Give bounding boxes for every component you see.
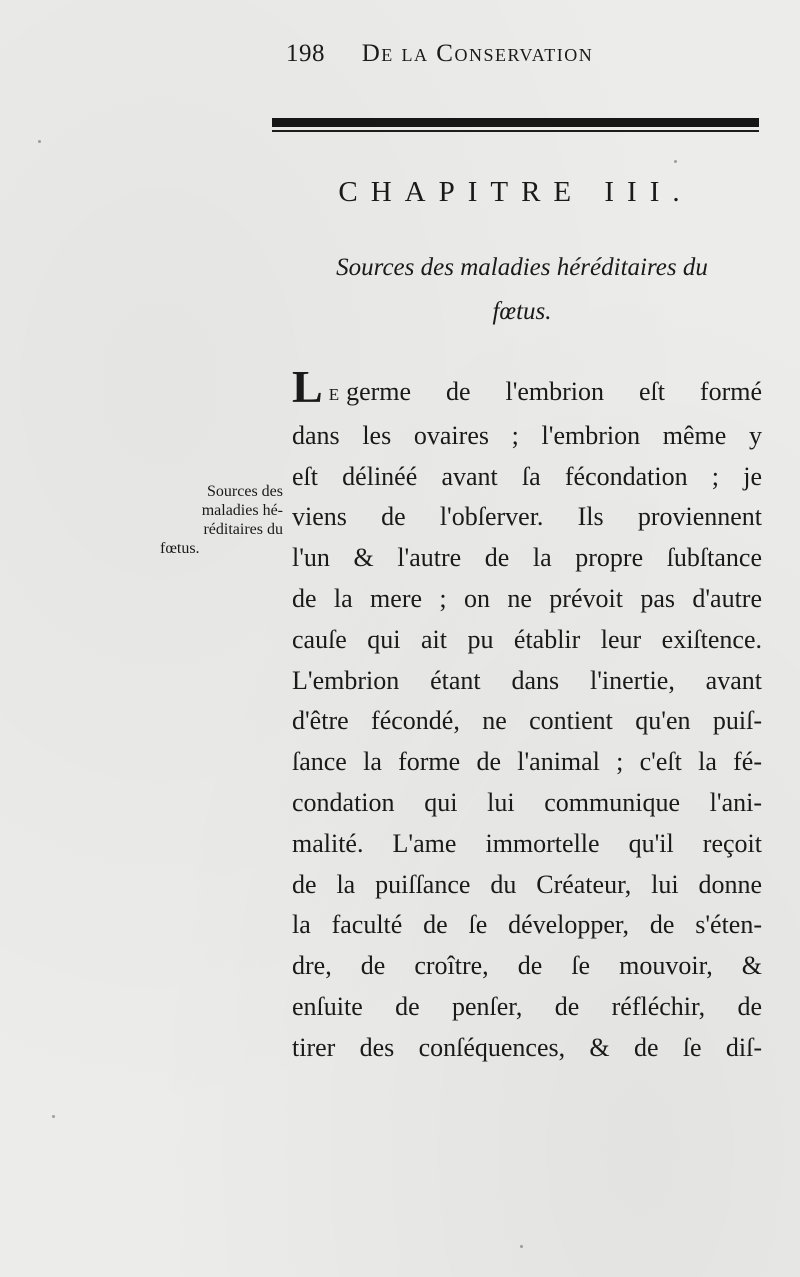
thin-rule	[272, 130, 759, 132]
body-line: de la mere ; on ne prévoit pas d'autre	[292, 583, 762, 613]
first-line-text: germe de l'embrion eſt formé	[346, 377, 762, 406]
page-number: 198	[286, 40, 325, 67]
marginal-note-line: réditaires du	[203, 521, 283, 538]
first-word-rest: E	[328, 385, 341, 404]
body-line: enſuite de penſer, de réfléchir, de	[292, 991, 762, 1021]
body-line: eſt délinéé avant ſa fécondation ; je	[292, 461, 762, 491]
chapter-heading: CHAPITRE III.	[338, 176, 693, 208]
body-line-first	[292, 361, 762, 416]
body-line: viens de l'obſerver. Ils proviennent	[292, 502, 762, 532]
body-line: malité. L'ame immortelle qu'il reçoit	[292, 828, 762, 858]
chapter-subtitle	[286, 246, 758, 334]
body-line: cauſe qui ait pu établir leur exiſtence.	[292, 624, 762, 654]
body-line: dans les ovaires ; l'embrion même y	[292, 420, 762, 450]
body-line: la faculté de ſe développer, de s'éten-	[292, 910, 762, 940]
paper-speck	[674, 160, 677, 163]
thick-rule	[272, 118, 759, 127]
paper-speck	[38, 140, 41, 143]
body-line: de la puiſſance du Créateur, lui donne	[292, 869, 762, 899]
subtitle-line-1: Sources des maladies héréditaires du	[336, 254, 708, 281]
subtitle-line-2: fœtus.	[492, 298, 552, 325]
running-head	[286, 40, 726, 68]
body-line: tirer des conſéquences, & de ſe diſ-	[292, 1032, 762, 1062]
marginal-note-line: maladies hé-	[201, 502, 283, 519]
body-line: L'embrion étant dans l'inertie, avant	[292, 665, 762, 695]
marginal-note-line: Sources des	[207, 483, 283, 500]
body-line: ſance la forme de l'animal ; c'eſt la fé-	[292, 747, 762, 777]
body-line: l'un & l'autre de la propre ſubſtance	[292, 543, 762, 573]
running-title: De la Conservation	[361, 40, 594, 67]
body-line: d'être fécondé, ne contient qu'en puiſ-	[292, 706, 762, 736]
marginal-note-line: fœtus.	[160, 540, 200, 557]
paper-speck	[520, 1245, 523, 1248]
header-rule	[272, 116, 759, 134]
drop-cap: L	[292, 361, 323, 412]
paper-speck	[52, 1115, 55, 1118]
body-line: condation qui lui communique l'ani-	[292, 787, 762, 817]
body-text	[292, 361, 762, 1069]
body-line: dre, de croître, de ſe mouvoir, &	[292, 951, 762, 981]
marginal-note	[160, 482, 285, 558]
